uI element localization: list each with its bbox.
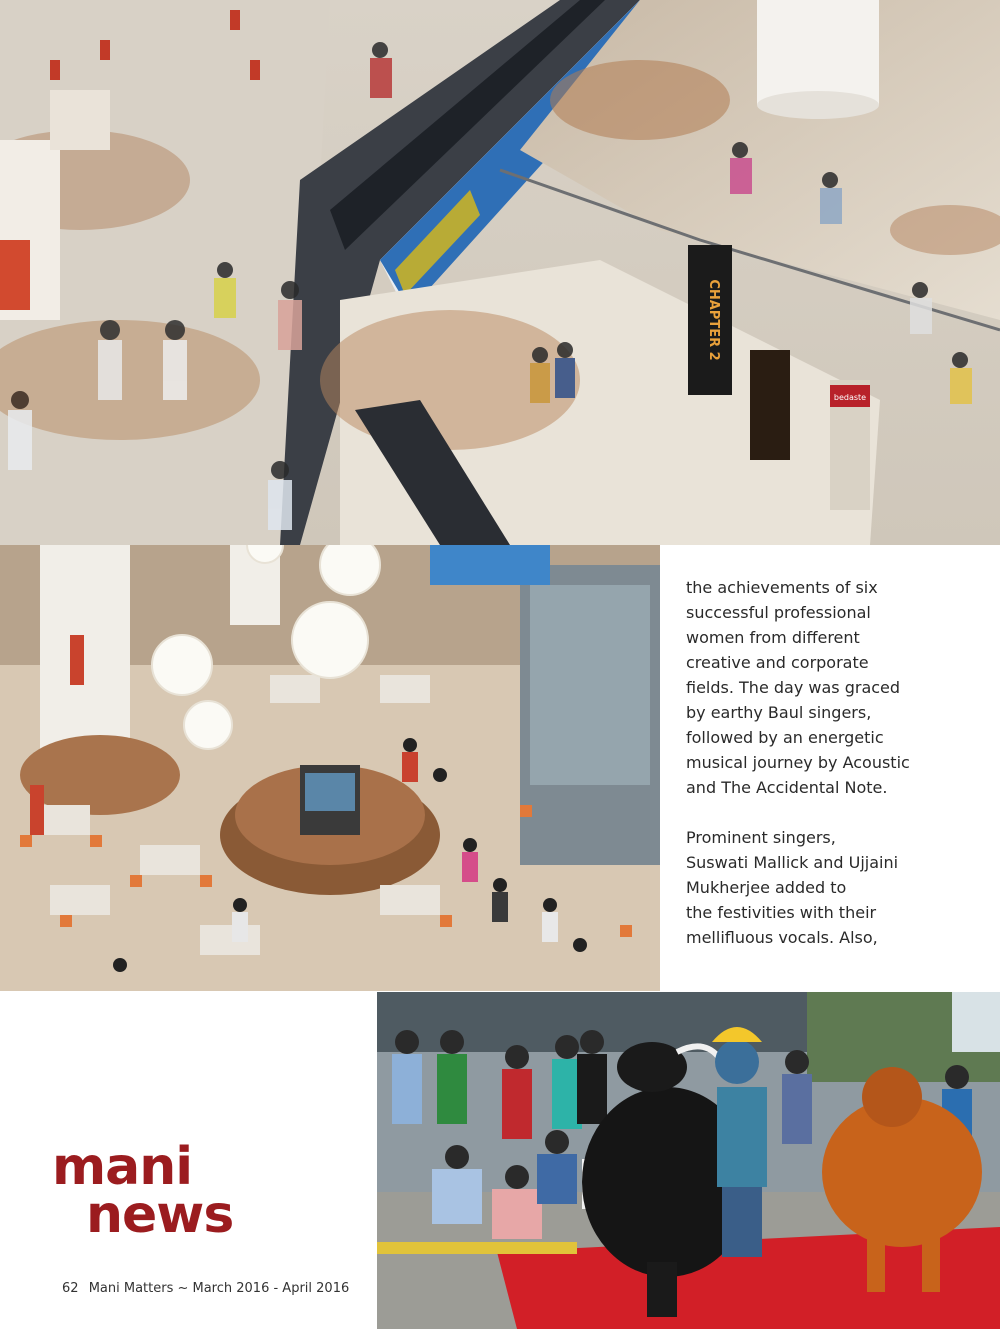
brand-line-mani: mani <box>52 1137 193 1197</box>
banner-chapter2-text: CHAPTER 2 <box>706 279 721 361</box>
article-paragraph-1: the achievements of six successful professional women from different creative and corporate fields. The day was graced by earthy Baul singers, followed by an energetic musical journey by Acoustic and The Accidental Note. <box>686 578 910 797</box>
photo-mall-escalators <box>0 0 1000 545</box>
article-paragraph-2: Prominent singers, Suswati Mallick and Ujjaini Mukherjee added to the festivities with their mellifluous vocals. Also, <box>686 828 899 947</box>
banner-bedaste-text: bedaste <box>833 393 867 402</box>
mani-news-logo <box>50 1137 250 1245</box>
publication-info: Mani Matters ~ March 2016 - April 2016 <box>88 1281 350 1296</box>
page-number: 62 <box>62 1281 79 1296</box>
page-footer <box>62 1281 349 1296</box>
photo-folk-performance <box>377 992 1000 1329</box>
photo-food-court <box>0 545 660 991</box>
article-column <box>686 575 976 975</box>
brand-line-news: news <box>86 1185 234 1245</box>
